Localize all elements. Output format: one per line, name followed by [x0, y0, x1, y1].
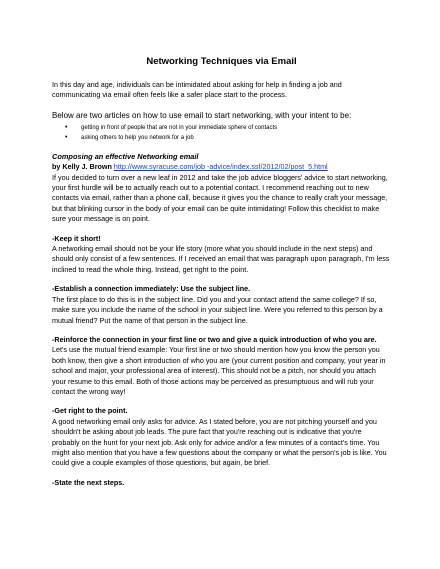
lead-paragraph: Below are two articles on how to use email to start networking, with your intent to be: — [52, 110, 352, 120]
section-body: A good networking email only asks for advice. As I stated before, you are not pitching yourself and you shouldn't be asking about job leads. The pure fact that you're reaching out is indicative that you're probably on the hunt for your next job. Ask only for advice and/or a few minutes of a contact's time. You might also mention that you have a few questions about the company or what the person's job is like. You could give a couple examples of those questions, but again, be brief. — [52, 416, 387, 468]
article-author: by Kelly J. Brown — [52, 162, 112, 172]
section-heading: -State the next steps. — [52, 477, 125, 487]
section-heading: -Get right to the point. — [52, 406, 128, 416]
section-heading: -Reinforce the connection in your first line or two and give a quick introduction of who you are. — [52, 334, 377, 344]
list-item: • getting in front of people that are not in your immediate sphere of contacts — [52, 123, 391, 133]
list-item: • asking others to help you network for a job — [52, 133, 391, 143]
section-heading: -Keep it short! — [52, 233, 101, 243]
document-title: Networking Techniques via Email — [146, 56, 297, 67]
section-heading: -Establish a connection immediately: Use the subject line. — [52, 284, 251, 294]
article-title: Composing an effective Networking email — [52, 151, 199, 161]
article-intro: If you decided to turn over a new leaf in 2012 and take the job advice bloggers' advice to start networking, your first hurdle will be to actually reach out to a potential contact. I recommend reaching out to new contacts via email, rather than a phone call, because it gives you the chance to really craft your message, but that blinking cursor in the body of your email can be quite intimidating! Follow this checklist to make sure your message is on point. — [52, 172, 388, 224]
intro-paragraph: In this day and age, individuals can be intimidated about asking for help in finding a job and communicating via email often feels like a safer place start to the process. — [52, 80, 342, 100]
article-byline — [52, 162, 391, 172]
section-body: The first place to do this is in the subject line. Did you and your contact attend the same college? If so, make sure you include the name of the school in your subject line. Were you referred to this person by a mutual friend? Put the name of that person in the subject line. — [52, 294, 383, 325]
section-body: Let's use the mutual friend example: Your first line or two should mention how you know the person you both know, then give a short introduction of who you are (your current position and company, your year in school and major, your professional area of interest). This should not be a pitch, nor should you attach your resume to this email. Both of those actions may be perceived as presumptuous and will rub your contact the wrong way! — [52, 345, 386, 396]
article-link[interactable]: http://www.syracuse.com/job -advice/index.ssf/2012/02/post_5.html — [113, 162, 328, 172]
section-body: A networking email should not be your life story (more what you should include in the next steps) and should only consist of a few sentences. If I received an email that was paragraph upon paragraph, I'm less inclined to read the whole thing. Instead, get right to the point. — [52, 244, 390, 274]
intent-list — [52, 123, 391, 143]
